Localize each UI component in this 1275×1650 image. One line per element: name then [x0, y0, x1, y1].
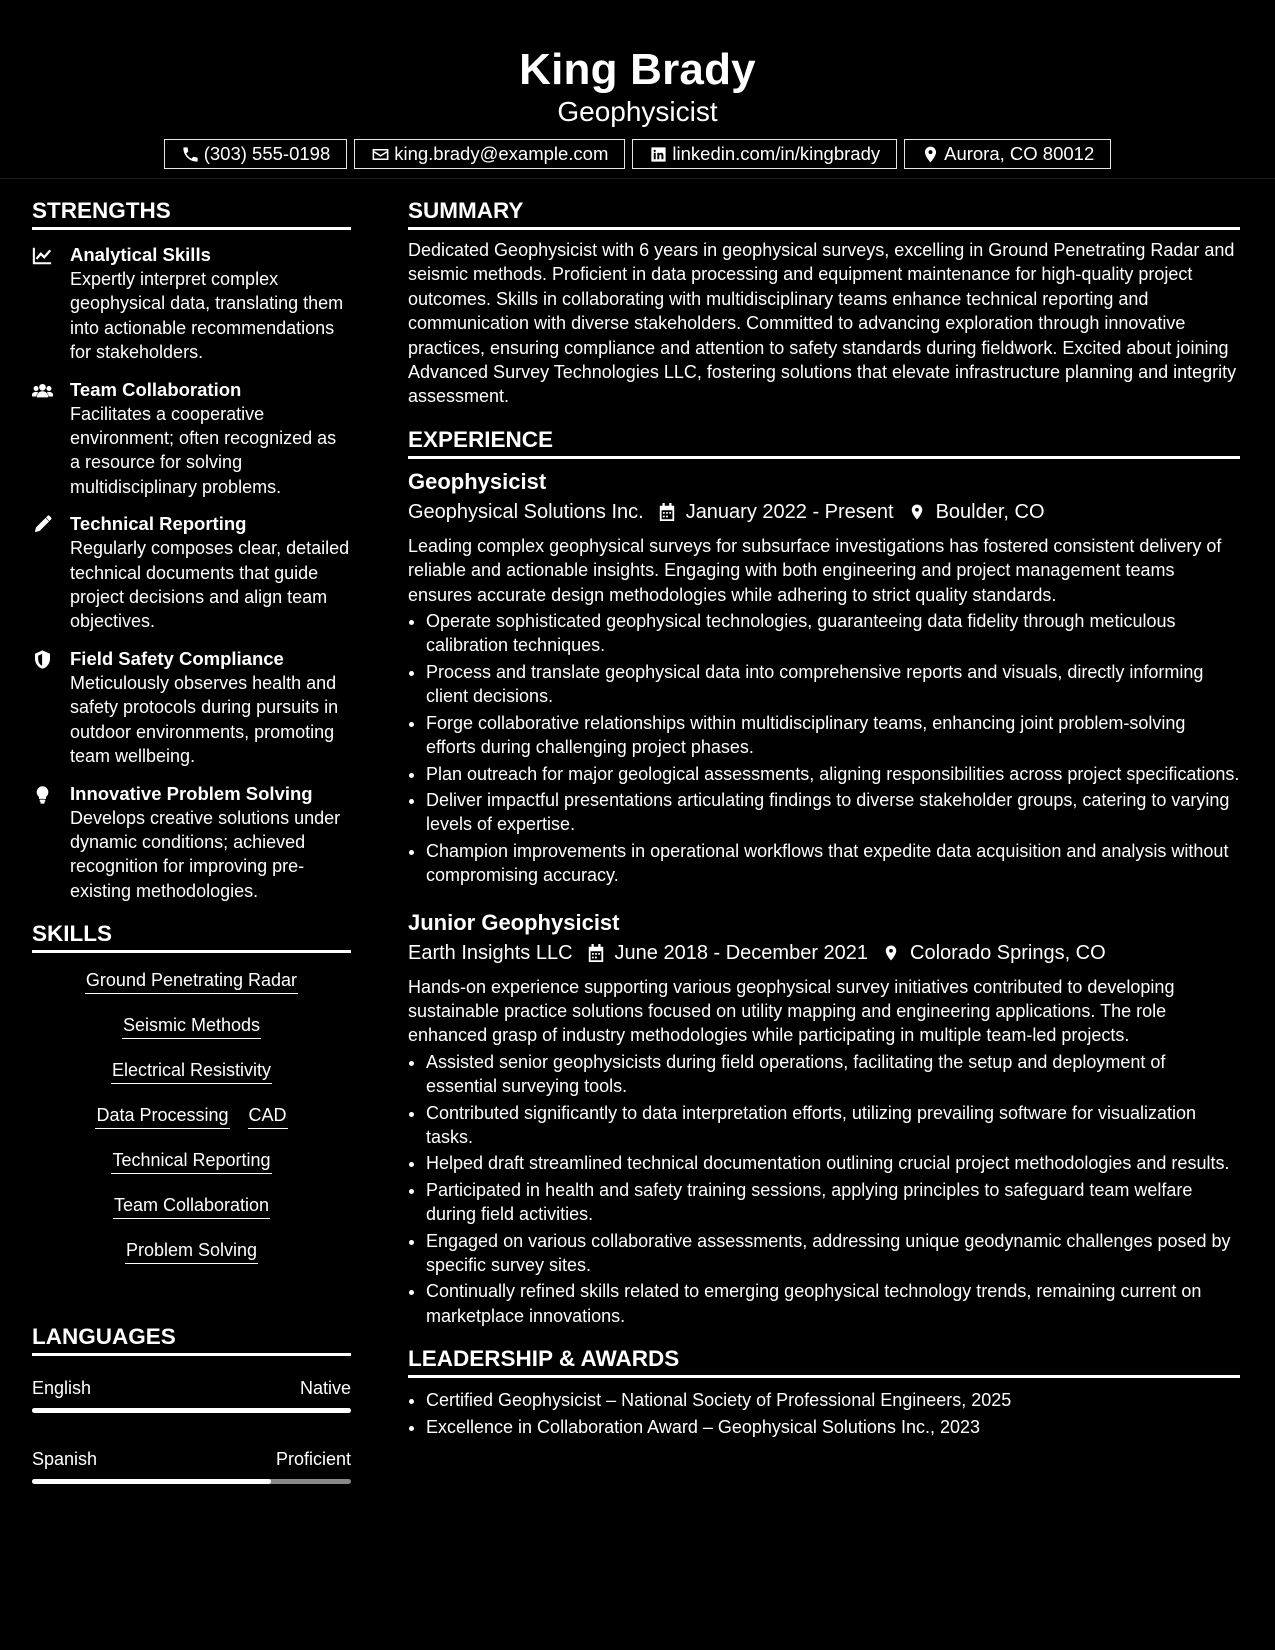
skills-heading: SKILLS: [32, 921, 351, 953]
job-bullet: • Contributed significantly to data interpretation efforts, utilizing prevailing software for visualization tasks.: [426, 1101, 1240, 1150]
summary-section: [408, 198, 1240, 409]
job-dates: June 2018 - December 2021: [614, 941, 869, 964]
job-bullet: • Helped draft streamlined technical documentation outlining crucial project methodologies and results.: [426, 1151, 1240, 1175]
left-column: [32, 178, 351, 1484]
contact-linkedin[interactable]: [632, 139, 897, 169]
language-proficiency-bar: [32, 1479, 351, 1484]
chart-line-icon: [32, 246, 53, 265]
skill-tag: Data Processing: [95, 1104, 229, 1129]
job-bullet: • Deliver impactful presentations articulating findings to diverse stakeholder groups, catering to varying levels of expertise.: [426, 788, 1240, 837]
job-location: Boulder, CO: [935, 500, 1045, 523]
experience-heading: EXPERIENCE: [408, 427, 1240, 459]
strength-description: Facilitates a cooperative environment; often recognized as a resource for solving multidisciplinary problems.: [70, 403, 337, 497]
language-level: Native: [299, 1378, 351, 1399]
job-bullet: • Plan outreach for major geological assessments, aligning responsibilities across project specifications.: [426, 762, 1240, 786]
language-proficiency-bar: [32, 1408, 351, 1413]
contact-bar: [0, 139, 1275, 169]
strength-title: Innovative Problem Solving: [70, 782, 313, 804]
job-bullet: • Forge collaborative relationships within multidisciplinary teams, enhancing joint problem-solving efforts during challenging project phases.: [426, 711, 1240, 760]
language-name: Spanish: [32, 1449, 98, 1470]
strength-title: Analytical Skills: [70, 244, 211, 265]
shield-icon: [32, 650, 53, 669]
phone-icon: [181, 145, 200, 164]
contact-linkedin-text: linkedin.com/in/kingbrady: [672, 143, 881, 164]
language-level: Proficient: [275, 1449, 351, 1470]
lightbulb-icon: [32, 785, 53, 804]
skill-tag: CAD: [248, 1104, 288, 1129]
summary-text: Dedicated Geophysicist with 6 years in geophysical surveys, excelling in Ground Penetrating Radar and seismic methods. Proficient in data processing and equipment maintenance for high-quality project outcomes. Skills in collaborating with multidisciplinary teams enhance technical reporting and communication with diverse stakeholders. Committed to advancing exploration through innovative practices, ensuring compliance and attention to safety standards during fieldwork. Excited about joining Advanced Survey Technologies LLC, fostering solutions that elevate infrastructure planning and integrity assessment.: [408, 240, 1237, 407]
job-bullet: • Process and translate geophysical data into comprehensive reports and visuals, directly informing client decisions.: [426, 660, 1240, 709]
job-meta: [408, 499, 1240, 525]
contact-email-text: king.brady@example.com: [394, 143, 609, 164]
job-bullets: [408, 609, 1240, 887]
contact-phone[interactable]: [164, 139, 348, 169]
contact-location: [904, 139, 1111, 169]
awards-list: [408, 1388, 1240, 1439]
calendar-icon: [587, 943, 605, 963]
strength-description: Expertly interpret complex geophysical data, translating them into actionable recommendations for stakeholders.: [70, 269, 344, 363]
job-bullet: • Engaged on various collaborative assessments, addressing unique geodynamic challenges posed by specific survey sites.: [426, 1229, 1240, 1278]
job-meta: [408, 940, 1240, 966]
language-item: [32, 1449, 351, 1484]
award-item: • Excellence in Collaboration Award – Geophysical Solutions Inc., 2023: [426, 1415, 1240, 1439]
job-dates: January 2022 - Present: [685, 500, 894, 523]
job-role: Geophysicist: [408, 468, 547, 494]
users-icon: [32, 381, 53, 400]
languages-section: [32, 1324, 351, 1484]
skill-tag: Problem Solving: [125, 1239, 258, 1264]
strength-description: Regularly composes clear, detailed technical documents that guide project decisions and align team objectives.: [70, 538, 350, 632]
skill-tag: Team Collaboration: [113, 1194, 270, 1219]
language-proficiency-fill: [32, 1479, 271, 1484]
job-role: Junior Geophysicist: [408, 909, 620, 935]
map-pin-icon: [921, 145, 940, 164]
awards-heading: LEADERSHIP & AWARDS: [408, 1346, 1240, 1378]
job-company: Geophysical Solutions Inc.: [408, 500, 644, 523]
strength-title: Technical Reporting: [70, 513, 247, 535]
strength-item: [32, 512, 351, 634]
strength-title: Team Collaboration: [70, 378, 242, 400]
strengths-section: [32, 198, 351, 903]
strengths-heading: STRENGTHS: [32, 198, 351, 230]
languages-heading: LANGUAGES: [32, 1324, 351, 1356]
envelope-icon: [371, 145, 390, 164]
strength-description: Meticulously observes health and safety protocols during pursuits in outdoor environments, promoting team wellbeing.: [70, 672, 339, 767]
contact-email[interactable]: [354, 139, 625, 169]
strength-item: [32, 243, 351, 365]
strength-title: Field Safety Compliance: [70, 647, 284, 669]
job-bullet: • Assisted senior geophysicists during field operations, facilitating the setup and deployment of essential surveying tools.: [426, 1050, 1240, 1099]
candidate-name: King Brady: [519, 45, 756, 94]
job-summary: Hands-on experience supporting various geophysical survey initiatives contributed to developing sustainable practice solutions focused on utility mapping and engineering applications. The role enhanced grasp of industry methodologies while participating in multiple team-led projects.: [408, 976, 1175, 1046]
strength-item: [32, 782, 351, 904]
skill-tag: Ground Penetrating Radar: [85, 969, 298, 994]
pencil-icon: [32, 515, 53, 534]
language-name: English: [32, 1378, 92, 1399]
skill-tag: Electrical Resistivity: [111, 1059, 272, 1084]
job-bullet: • Champion improvements in operational workflows that expedite data acquisition and analysis without compromising accuracy.: [426, 839, 1240, 888]
summary-heading: SUMMARY: [408, 198, 1240, 230]
job-bullet: • Operate sophisticated geophysical technologies, guaranteeing data fidelity through meticulous calibration techniques.: [426, 609, 1240, 658]
strength-description: Develops creative solutions under dynamic conditions; achieved recognition for improving pre-existing methodologies.: [70, 807, 341, 901]
language-proficiency-fill: [32, 1408, 351, 1413]
contact-location-text: Aurora, CO 80012: [944, 143, 1095, 164]
calendar-icon: [658, 502, 676, 522]
job-bullet: • Participated in health and safety training sessions, applying principles to safeguard team welfare during field activities.: [426, 1178, 1240, 1227]
right-column: [408, 178, 1240, 1439]
job-bullet: • Continually refined skills related to emerging geophysical technology trends, remaining current on marketplace innovations.: [426, 1279, 1240, 1328]
awards-section: [408, 1346, 1240, 1439]
job-entry: [408, 469, 1240, 888]
candidate-title: Geophysicist: [557, 96, 718, 127]
job-company: Earth Insights LLC: [408, 941, 573, 964]
contact-phone-text: (303) 555-0198: [203, 143, 331, 164]
job-summary: Leading complex geophysical surveys for subsurface investigations has fostered consistent delivery of reliable and actionable insights. Engaging with both engineering and project management teams ensures accurate design methodologies while adhering to strict quality standards.: [408, 535, 1222, 605]
map-pin-icon: [908, 502, 926, 522]
strength-item: [32, 378, 351, 500]
language-item: [32, 1378, 351, 1413]
skills-section: [32, 921, 351, 1284]
linkedin-icon: [649, 145, 668, 164]
map-pin-icon: [882, 943, 900, 963]
skill-tag: Seismic Methods: [122, 1014, 261, 1039]
strength-item: [32, 647, 351, 769]
experience-section: [408, 427, 1240, 1328]
resume-header: [0, 0, 1275, 179]
job-location: Colorado Springs, CO: [910, 941, 1106, 964]
job-entry: [408, 910, 1240, 1329]
job-bullets: [408, 1050, 1240, 1328]
skill-tag: Technical Reporting: [111, 1149, 271, 1174]
award-item: • Certified Geophysicist – National Society of Professional Engineers, 2025: [426, 1388, 1240, 1412]
